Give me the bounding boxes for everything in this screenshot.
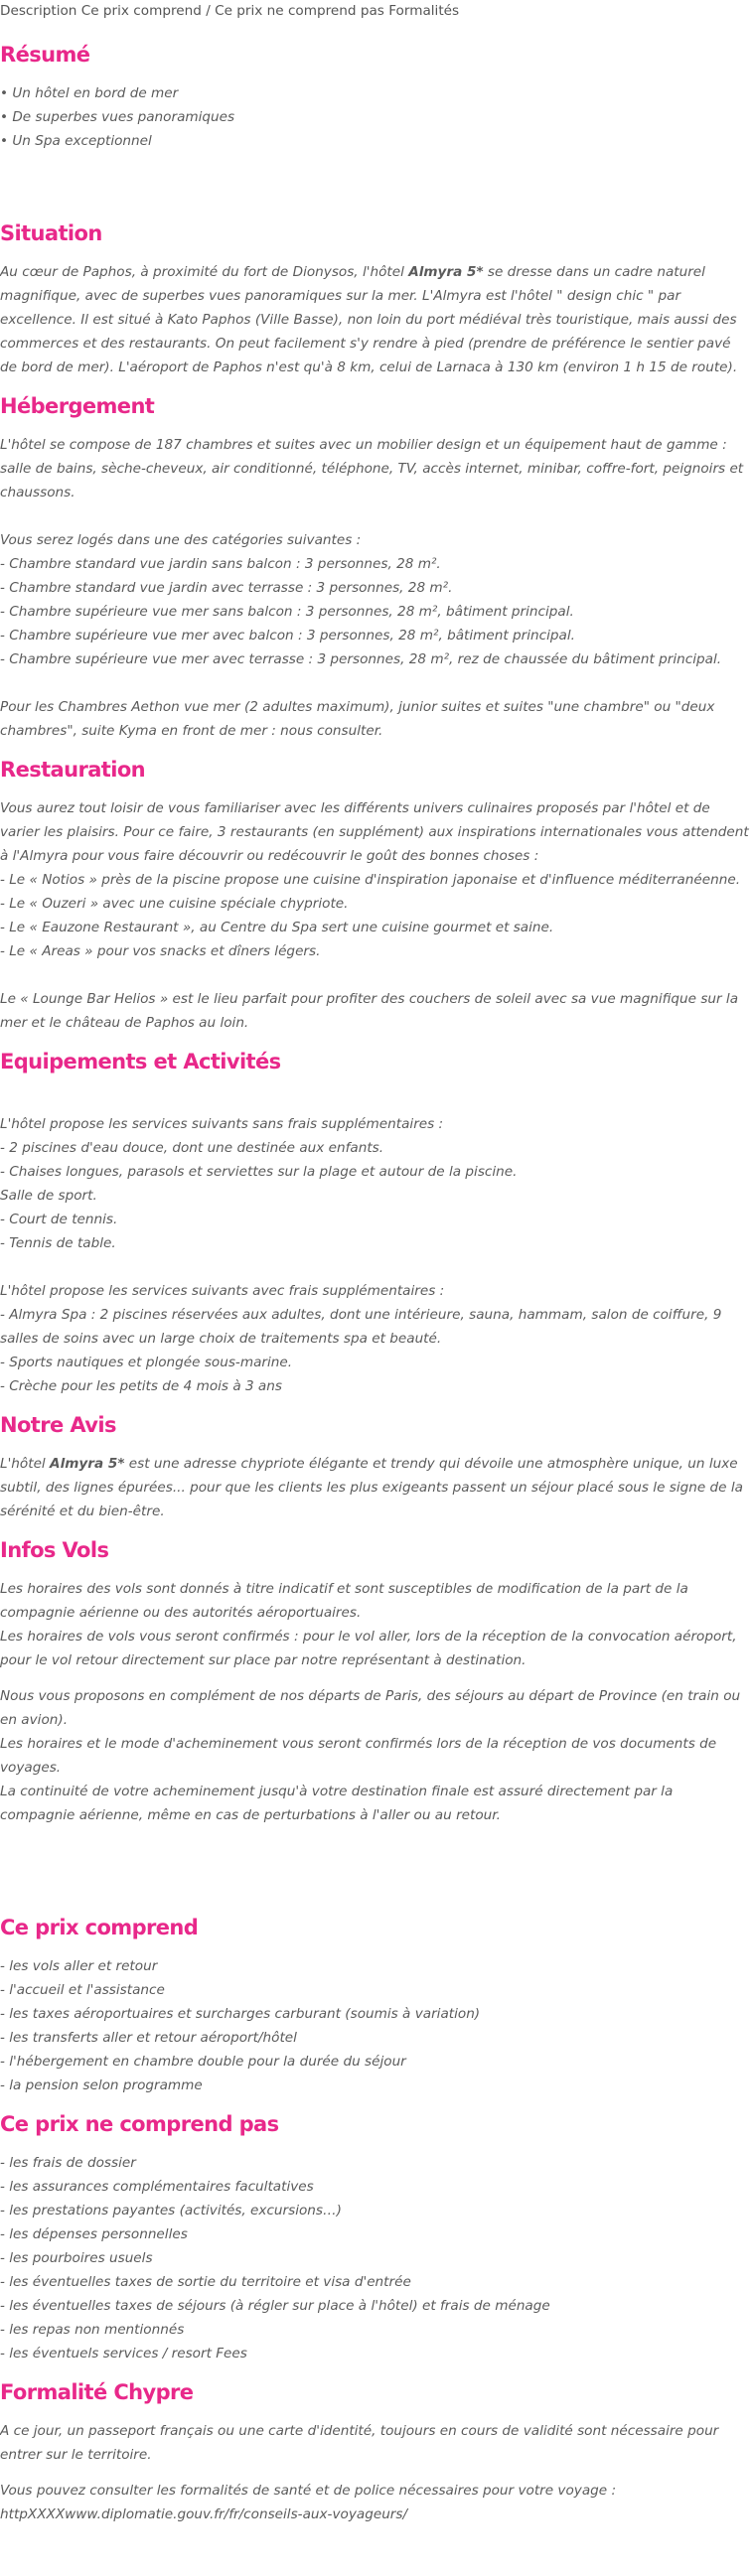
list-item: - les taxes aéroportuaires et surcharges carburant (soumis à variation) (0, 2006, 481, 2022)
list-item: Vous serez logés dans une des catégories suivantes : (0, 532, 362, 548)
restauration-title: Restauration (0, 758, 146, 782)
list-item: Salle de sport. (0, 1188, 97, 1204)
list-item: - Le « Eauzone Restaurant », au Centre du Spa sert une cuisine gourmet et saine. (0, 920, 554, 935)
section-avis (0, 1410, 749, 1523)
section-situation (0, 218, 749, 379)
avis-text-start: L'hôtel (0, 1456, 51, 1472)
price-excludes-title: Ce prix ne comprend pas (0, 2112, 279, 2136)
hebergement-intro: L'hôtel se compose de 187 chambres et suites avec un mobilier design et un équipement haut de gamme : salle de bains, sèche-cheveux, air conditionné, téléphone, TV, accès internet, minibar, coffre-fort, peignoirs et chaussons. (0, 437, 744, 501)
situation-title: Situation (0, 221, 102, 245)
list-item: - Le « Notios » près de la piscine propose une cuisine d'inspiration japonaise et d'influence méditerranéenne. (0, 872, 741, 888)
list-item: - les vols aller et retour (0, 1958, 158, 1974)
formalities-title: Formalité Chypre (0, 2380, 194, 2404)
list-item: - Tennis de table. (0, 1235, 116, 1251)
list-item: - les éventuelles taxes de sortie du territoire et visa d'entrée (0, 2274, 411, 2290)
restauration-outro: Le « Lounge Bar Helios » est le lieu parfait pour profiter des couchers de soleil avec sa vue magnifique sur la mer et le château de Paphos au loin. (0, 991, 739, 1031)
list-item: - Le « Ouzeri » avec une cuisine spéciale chypriote. (0, 896, 349, 912)
situation-text-end: se dresse dans un cadre naturel magnifique, avec de superbes vues panoramiques sur la mer. L'Almyra est l'hôtel " design chic " par excellence. Il est situé à Kato Paphos (Ville Basse), non loin du port médiéval très touristique, mais aussi des commerces et des restaurants. On peut facilement s'y rendre à pied (prendre de préférence le sentier pavé de bord de mer). L'aéroport de Paphos n'est qu'à 8 km, celui de Larnaca à 130 km (environ 1 h 15 de route). (0, 264, 738, 375)
paid-services (0, 1279, 749, 1398)
section-hebergement (0, 391, 749, 743)
section-price-excludes (0, 2109, 749, 2365)
list-item: - la pension selon programme (0, 2077, 203, 2093)
list-item: • De superbes vues panoramiques (0, 109, 235, 125)
section-formalities (0, 2377, 749, 2526)
avis-text (0, 1452, 749, 1523)
list-item: - Chambre standard vue jardin avec terrasse : 3 personnes, 28 m². (0, 580, 453, 596)
hotel-name: Almyra 5* (408, 264, 484, 280)
list-item: - les éventuels services / resort Fees (0, 2346, 247, 2361)
list-item: - les pourboires usuels (0, 2250, 153, 2266)
situation-text-start: Au cœur de Paphos, à proximité du fort de Dionysos, l'hôtel (0, 264, 409, 280)
tab-price-excludes[interactable]: Ce prix ne comprend pas (215, 3, 384, 19)
vols-para: Les horaires des vols sont donnés à titre indicatif et sont susceptibles de modification de la part de la compagnie aérienne ou des autorités aéroportuaires. (0, 1581, 688, 1621)
list-item: - Le « Areas » pour vos snacks et dîners légers. (0, 943, 321, 959)
list-item: L'hôtel propose les services suivants sans frais supplémentaires : (0, 1116, 444, 1132)
resume-list (0, 81, 749, 153)
price-includes-title: Ce prix comprend (0, 1916, 199, 1939)
vols-para: Nous vous proposons en complément de nos départs de Paris, des séjours au départ de Province (en train ou en avion). (0, 1688, 741, 1728)
section-equipements (0, 1047, 749, 1398)
list-item: - Almyra Spa : 2 piscines réservées aux adultes, dont une intérieure, sauna, hammam, salon de coiffure, 9 salles de soins avec un large choix de traitements spa et beauté. (0, 1307, 722, 1347)
list-item: - les repas non mentionnés (0, 2322, 185, 2338)
tab-bar (0, 0, 749, 22)
list-item: - les assurances complémentaires facultatives (0, 2179, 314, 2195)
section-price-includes (0, 1913, 749, 2097)
situation-text (0, 260, 749, 379)
list-item: - les prestations payantes (activités, excursions…) (0, 2203, 342, 2218)
section-restauration (0, 755, 749, 1035)
free-services (0, 1112, 749, 1255)
formalities-text: Vous pouvez consulter les formalités de santé et de police nécessaires pour votre voyage : (0, 2483, 617, 2499)
price-excludes-list (0, 2151, 749, 2365)
list-item: L'hôtel propose les services suivants avec frais supplémentaires : (0, 1283, 445, 1299)
tab-description[interactable]: Description (0, 3, 77, 19)
room-categories (0, 528, 749, 671)
list-item: - les frais de dossier (0, 2155, 136, 2171)
list-item: - les dépenses personnelles (0, 2226, 188, 2242)
list-item: - Chambre standard vue jardin sans balcon : 3 personnes, 28 m². (0, 556, 441, 572)
price-includes-list (0, 1954, 749, 2097)
vols-para: La continuité de votre acheminement jusqu'à votre destination finale est assuré directement par la compagnie aérienne, même en cas de perturbations à l'aller ou au retour. (0, 1784, 674, 1823)
hebergement-title: Hébergement (0, 394, 155, 418)
hebergement-outro: Pour les Chambres Aethon vue mer (2 adultes maximum), junior suites et suites "une chambre" ou "deux chambres", suite Kyma en front de mer : nous consulter. (0, 699, 715, 739)
equipements-title: Equipements et Activités (0, 1050, 281, 1073)
list-item: • Un Spa exceptionnel (0, 133, 152, 149)
list-item: - 2 piscines d'eau douce, dont une destinée aux enfants. (0, 1140, 384, 1156)
list-item: - Crèche pour les petits de 4 mois à 3 ans (0, 1378, 282, 1394)
list-item: - Chambre supérieure vue mer avec balcon : 3 personnes, 28 m², bâtiment principal. (0, 628, 575, 644)
avis-title: Notre Avis (0, 1413, 116, 1437)
avis-text-end: est une adresse chypriote élégante et trendy qui dévoile une atmosphère unique, un luxe subtil, des lignes épurées... pour que les clients les plus exigeants passent un séjour placé sous le signe de la sérénité et du bien-être. (0, 1456, 743, 1519)
diplomatie-link[interactable]: httpXXXXwww.diplomatie.gouv.fr/fr/conseils-aux-voyageurs/ (0, 2506, 408, 2522)
resume-title: Résumé (0, 43, 90, 67)
vols-title: Infos Vols (0, 1538, 109, 1562)
vols-para: Les horaires et le mode d'acheminement vous seront confirmés lors de la réception de vos documents de voyages. (0, 1736, 717, 1776)
list-item: - Chambre supérieure vue mer sans balcon : 3 personnes, 28 m², bâtiment principal. (0, 604, 574, 620)
formalities-text: A ce jour, un passeport français ou une carte d'identité, toujours en cours de validité sont nécessaire pour entrer sur le territoire. (0, 2423, 719, 2463)
tab-formalities[interactable]: Formalités (388, 3, 460, 19)
list-item: • Un hôtel en bord de mer (0, 85, 179, 101)
tab-price-includes[interactable]: Ce prix comprend (80, 3, 202, 19)
list-item: - Sports nautiques et plongée sous-marine. (0, 1355, 293, 1370)
list-item: - l'accueil et l'assistance (0, 1982, 165, 1998)
restauration-intro: Vous aurez tout loisir de vous familiariser avec les différents univers culinaires proposés par l'hôtel et de varier les plaisirs. Pour ce faire, 3 restaurants (en supplément) aux inspirations internationales vous attendent à l'Almyra pour vous faire découvrir ou redécouvrir le goût des bonnes choses : (0, 800, 749, 864)
tab-separator: / (206, 3, 211, 19)
section-resume (0, 40, 749, 153)
section-vols (0, 1535, 749, 1827)
hotel-name: Almyra 5* (50, 1456, 125, 1472)
list-item: - les transferts aller et retour aéroport/hôtel (0, 2030, 297, 2046)
list-item: - Chambre supérieure vue mer avec terrasse : 3 personnes, 28 m², rez de chaussée du bâtiment principal. (0, 651, 722, 667)
list-item: - Chaises longues, parasols et serviettes sur la plage et autour de la piscine. (0, 1164, 518, 1180)
vols-para: Les horaires de vols vous seront confirmés : pour le vol aller, lors de la réception de la convocation aéroport, pour le vol retour directement sur place par notre représentant à destination. (0, 1629, 737, 1668)
list-item: - Court de tennis. (0, 1212, 118, 1227)
list-item: - l'hébergement en chambre double pour la durée du séjour (0, 2054, 406, 2070)
list-item: - les éventuelles taxes de séjours (à régler sur place à l'hôtel) et frais de ménage (0, 2298, 550, 2314)
restaurant-list (0, 868, 749, 963)
